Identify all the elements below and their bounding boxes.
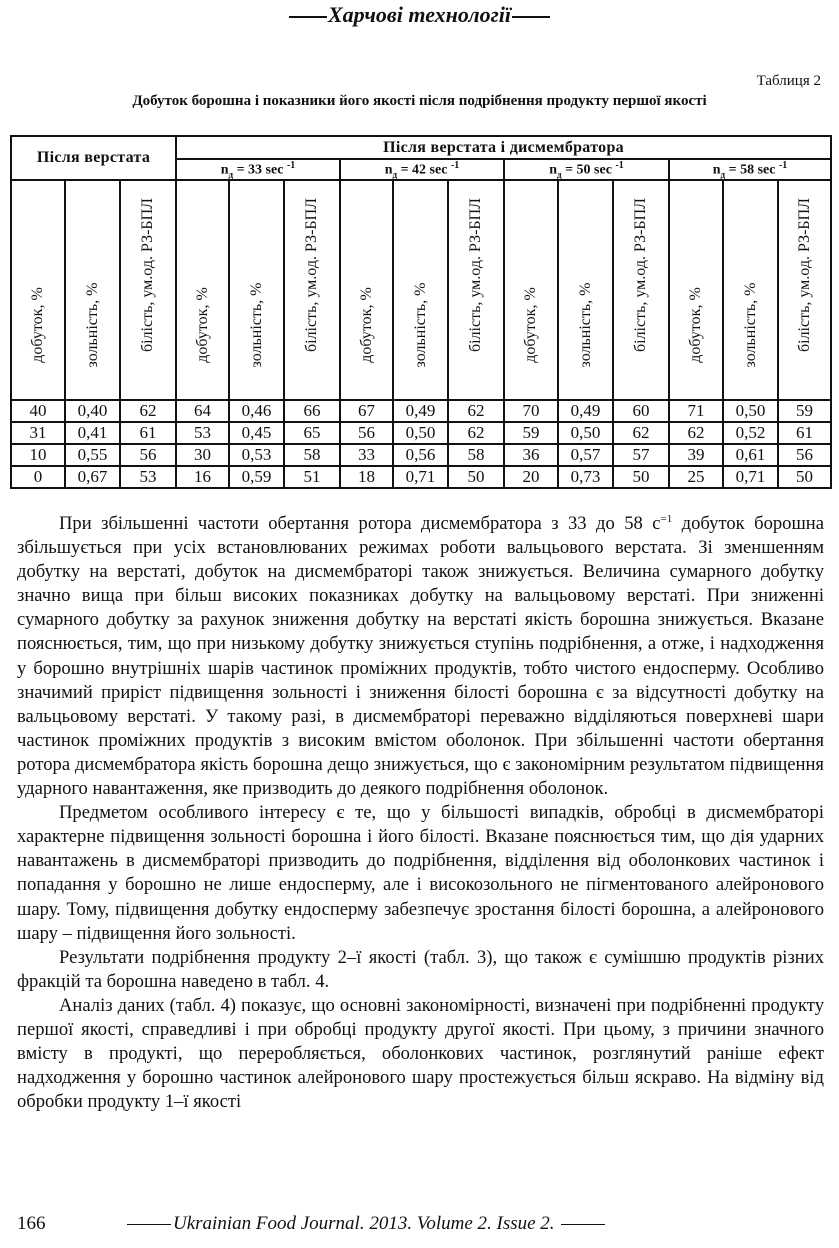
table-cell: 0,59 xyxy=(229,466,284,488)
table-cell: 0,71 xyxy=(393,466,448,488)
column-header-ash: зольність, % xyxy=(723,180,778,400)
table-cell: 0,71 xyxy=(723,466,778,488)
table-cell: 39 xyxy=(669,444,723,466)
table-cell: 31 xyxy=(11,422,65,444)
column-header-whiteness: білість, ум.од. РЗ-БПЛ xyxy=(613,180,669,400)
journal-citation: Ukrainian Food Journal. 2013. Volume 2. Issue 2. xyxy=(125,1213,607,1235)
header-speed-58: $n_д = 58$ sec $^{-1}$ xyxy=(669,159,831,180)
table-cell: 25 xyxy=(669,466,723,488)
header-row-groups xyxy=(11,136,831,159)
table-cell: 20 xyxy=(504,466,558,488)
column-header-whiteness: білість, ум.од. РЗ-БПЛ xyxy=(778,180,831,400)
table-row xyxy=(11,466,831,488)
table-cell: 53 xyxy=(176,422,229,444)
column-header-whiteness: білість, ум.од. РЗ-БПЛ xyxy=(120,180,176,400)
table-cell: 0,52 xyxy=(723,422,778,444)
table-body xyxy=(11,400,831,488)
table-cell: 66 xyxy=(284,400,340,422)
table-cell: 71 xyxy=(669,400,723,422)
header-after-mill: Після верстата xyxy=(11,136,176,180)
table-cell: 0,67 xyxy=(65,466,120,488)
table-cell: 0,61 xyxy=(723,444,778,466)
footer-rule-right xyxy=(561,1224,605,1225)
page-number: 166 xyxy=(17,1213,46,1234)
table-cell: 64 xyxy=(176,400,229,422)
table-cell: 62 xyxy=(669,422,723,444)
table-cell: 62 xyxy=(448,400,504,422)
column-header-yield: добуток, % xyxy=(176,180,229,400)
column-header-ash: зольність, % xyxy=(229,180,284,400)
table-cell: 56 xyxy=(120,444,176,466)
table-cell: 61 xyxy=(120,422,176,444)
table-cell: 0,73 xyxy=(558,466,613,488)
table-row xyxy=(11,444,831,466)
table-cell: 50 xyxy=(613,466,669,488)
table-row xyxy=(11,400,831,422)
table-cell: 0,56 xyxy=(393,444,448,466)
table-cell: 62 xyxy=(613,422,669,444)
paragraph-3: Результати подрібнення продукту 2–ї якості (табл. 3), що також є сумішшю продуктів різних фракцій та борошна наведено в табл. 4. xyxy=(17,946,824,992)
table-cell: 51 xyxy=(284,466,340,488)
table-cell: 62 xyxy=(448,422,504,444)
table-cell: 61 xyxy=(778,422,831,444)
column-header-ash: зольність, % xyxy=(558,180,613,400)
footer-rule-left xyxy=(127,1224,171,1225)
table-cell: 58 xyxy=(448,444,504,466)
body-text xyxy=(17,512,824,1114)
table-cell: 33 xyxy=(340,444,393,466)
table-cell: 0,41 xyxy=(65,422,120,444)
table-cell: 36 xyxy=(504,444,558,466)
table-cell: 10 xyxy=(11,444,65,466)
table-number: Таблиця 2 xyxy=(756,73,821,89)
header-speed-42: $n_д = 42$ sec $^{-1}$ xyxy=(340,159,504,180)
table-cell: 0,55 xyxy=(65,444,120,466)
table-cell: 58 xyxy=(284,444,340,466)
head-rule-right xyxy=(512,16,550,18)
paragraph-2: Предметом особливого інтересу є те, що у більшості випадків, обробці в дисмембраторі характерне підвищення зольності борошна і його білості. Вказане пояснюється тим, що дія ударних навантажень в дисмембраторі призводить до подрібнення, відділення від оболонкових частинок і попадання у борошно не лише ендосперму, але і високозольного не пігментованого алейронового шару. Тому, підвищення добутку ендосперму забезпечує зростання білості борошна, а алейронового шару – підвищення його зольності. xyxy=(17,802,824,944)
table-cell: 50 xyxy=(778,466,831,488)
table-cell: 0,49 xyxy=(558,400,613,422)
table-cell: 67 xyxy=(340,400,393,422)
table-cell: 62 xyxy=(120,400,176,422)
column-header-whiteness: білість, ум.од. РЗ-БПЛ xyxy=(448,180,504,400)
table-cell: 59 xyxy=(778,400,831,422)
table-cell: 0,50 xyxy=(393,422,448,444)
header-row-columns xyxy=(11,180,831,400)
header-speed-50: $n_д = 50$ sec $^{-1}$ xyxy=(504,159,669,180)
table-cell: 0,46 xyxy=(229,400,284,422)
table-cell: 0,53 xyxy=(229,444,284,466)
table-cell: 18 xyxy=(340,466,393,488)
table-cell: 0,50 xyxy=(558,422,613,444)
table-cell: 16 xyxy=(176,466,229,488)
column-header-ash: зольність, % xyxy=(393,180,448,400)
table-cell: 57 xyxy=(613,444,669,466)
table-cell: 30 xyxy=(176,444,229,466)
table-cell: 56 xyxy=(340,422,393,444)
header-after-mill-and-dismembrator: Після верстата і дисмембратора xyxy=(176,136,831,159)
column-header-yield: добуток, % xyxy=(504,180,558,400)
table-title: Добуток борошна і показники його якості після подрібнення продукту першої якості xyxy=(132,93,707,109)
table-cell: 0,45 xyxy=(229,422,284,444)
page-footer xyxy=(17,1213,555,1235)
data-table xyxy=(10,135,832,489)
column-header-ash: зольність, % xyxy=(65,180,120,400)
running-head xyxy=(0,2,839,28)
table-cell: 0,57 xyxy=(558,444,613,466)
table-cell: 0,50 xyxy=(723,400,778,422)
table-cell: 60 xyxy=(613,400,669,422)
table-cell: 70 xyxy=(504,400,558,422)
table-cell: 56 xyxy=(778,444,831,466)
header-speed-33: $n_д = 33$ sec $^{-1}$ xyxy=(176,159,340,180)
paragraph-4: Аналіз даних (табл. 4) показує, що основні закономірності, визначені при подрібненні продукту першої якості, справедливі і при обробці продукту другої якості. При цьому, з причини значного вмісту в продукті, що переробляється, оболонкових частинок, розглянутий раніше ефект надходження у борошно частинок алейронового шару простежується більш яскраво. На відміну від обробки продукту 1–ї якості xyxy=(17,994,824,1113)
table-cell: 0,40 xyxy=(65,400,120,422)
column-header-yield: добуток, % xyxy=(340,180,393,400)
table-cell: 50 xyxy=(448,466,504,488)
running-head-title: Харчові технології xyxy=(328,2,511,27)
column-header-yield: добуток, % xyxy=(11,180,65,400)
table-cell: 65 xyxy=(284,422,340,444)
paragraph-1: При збільшенні частоти обертання ротора дисмембратора з 33 до 58 $с^{=1}$ добуток борошна збільшується при усіх встановлюваних режимах роботи вальцьового верстата. Зі зменшенням добутку на верстаті, добуток на дисмембраторі також знижується. Величина сумарного добутку значно вища при більш високих показниках добутку на вальцьовому верстаті. При зниженні сумарного добутку за рахунок зниження добутку на верстаті якість борошна знижується. Вказане пояснюється, тим, що при низькому добутку знижується ступінь подрібнення, а отже, і надходження у борошно внутрішніх шарів частинок проміжних продуктів, тобто чистого ендосперму. Особливо значимий приріст підвищення зольності і зниження білості борошна є за відсутності добутку на вальцьовому верстаті. У такому разі, в дисмембраторі переважно відділяються поверхневі шари частинок проміжних продуктів з високим вмістом оболонок. При збільшенні частоти обертання ротора дисмембратора якість борошна дещо знижується, що є закономірним результатом підвищення ударного навантаження, яке призводить до деякого подрібнення оболонок. xyxy=(17,512,825,800)
table-cell: 0,49 xyxy=(393,400,448,422)
head-rule-left xyxy=(289,16,327,18)
column-header-whiteness: білість, ум.од. РЗ-БПЛ xyxy=(284,180,340,400)
table-cell: 0 xyxy=(11,466,65,488)
table-cell: 40 xyxy=(11,400,65,422)
table-cell: 53 xyxy=(120,466,176,488)
table-row xyxy=(11,422,831,444)
table-cell: 59 xyxy=(504,422,558,444)
column-header-yield: добуток, % xyxy=(669,180,723,400)
